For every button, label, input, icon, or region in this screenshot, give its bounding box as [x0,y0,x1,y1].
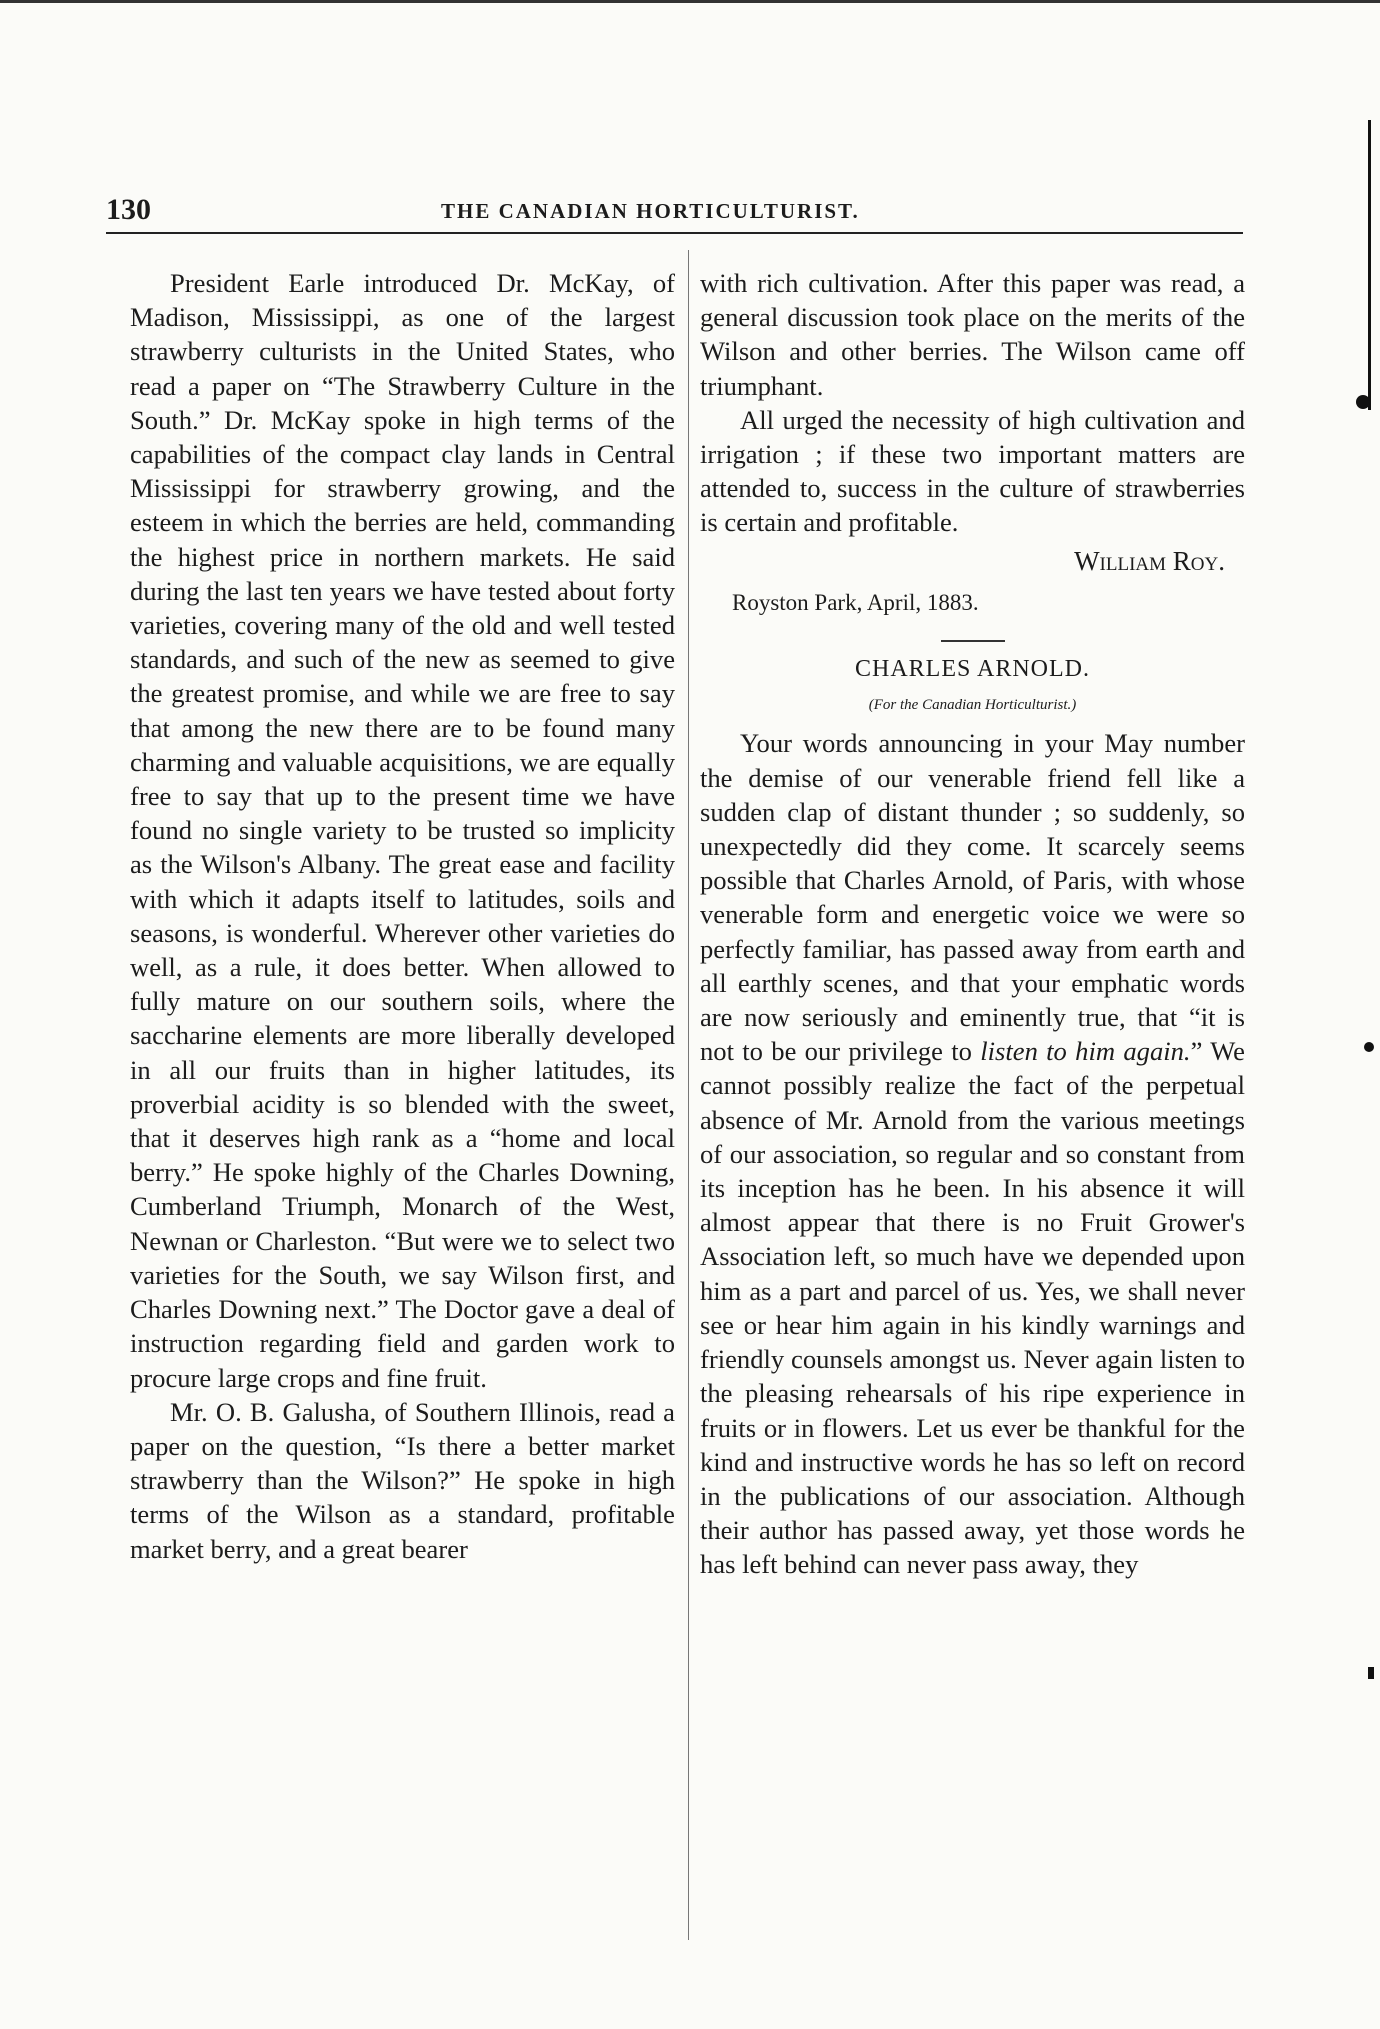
edge-speck [1368,1667,1374,1679]
article-body-part-1: Your words announcing in your May number the demise of our venerable friend fell like a sudden clap of distant thunder ; so suddenly, so unexpectedly did they come. It scarcely seems possible that Charles Arnold, of Paris, with whose venerable form and energetic voice we were so perfectly familiar, has passed away from earth and all earthly scenes, and that your emphatic words are now seriously and eminently true, that “it is not to be our privilege to [700,728,1245,1067]
column-divider [688,250,689,1940]
top-edge-rule [0,0,1380,3]
article-title: CHARLES ARNOLD. [854,656,1091,683]
article-body [700,726,1245,1581]
page-header [106,193,1243,233]
left-column [130,266,675,1566]
article-note: (For the Canadian Horticulturist.) [868,697,1077,714]
signature: William Roy. [1074,545,1225,576]
edge-speck [1356,395,1370,409]
section-separator [941,640,1005,642]
right-column [700,266,1245,1582]
left-paragraph-1: President Earle introduced Dr. McKay, of Madison, Mississippi, as one of the largest strawberry culturists in the United States, who read a paper on “The Strawberry Culture in the South.” Dr. McKay spoke in high terms of the capabilities of the compact clay lands in Central Mississippi for strawberry growing, and the esteem in which the berries are held, commanding the highest price in northern markets. He said during the last ten years we have tested about forty varieties, covering many of the old and well tested standards, and such of the new as seemed to give the greatest promise, and while we are free to say that among the new there are to be found many charming and valuable acquisitions, we are equally free to say that up to the present time we have found no single variety to be trusted so implicity as the Wilson's Albany. The great ease and facility with which it adapts itself to latitudes, soils and seasons, is wonderful. Wherever other varieties do well, as a rule, it does better. When allowed to fully mature on our southern soils, where the saccharine elements are more liberally developed in all our fruits than in higher latitudes, its proverbial acidity is so blended with the sweet, that it deserves high rank as a “home and local berry.” He spoke highly of the Charles Downing, Cumberland Triumph, Monarch of the West, Newnan or Charleston. “But were we to select two varieties for the South, we say Wilson first, and Charles Downing next.” The Doctor gave a deal of instruction regarding field and garden work to procure large crops and fine fruit. [130,268,675,1393]
right-paragraph-2: All urged the necessity of high cultivation and irrigation ; if these two important matters are attended to, success in the culture of strawberries is certain and profitable. [700,404,1245,538]
left-paragraph-2: Mr. O. B. Galusha, of Southern Illinois, read a paper on the question, “Is there a better market strawberry than the Wilson?” He spoke in high terms of the Wilson as a standard, profitable market berry, and a great bearer [130,1396,675,1564]
page-number: 130 [106,193,151,226]
dateline: Royston Park, April, 1883. [732,589,979,615]
binding-edge-mark [1368,120,1371,410]
right-continuation: with rich cultivation. After this paper was read, a general discussion took place on the merits of the Wilson and other berries. The Wilson came off triumphant. [700,268,1245,401]
edge-speck [1364,1042,1374,1052]
article-body-part-2: ” We cannot possibly realize the fact of the perpetual absence of Mr. Arnold from the various meetings of our association, so regular and so constant from its inception has he been. In his absence it will almost appear that there is no Fruit Grower's Association left, so much have we depended upon him as a part and parcel of us. Yes, we shall never see or hear him again in his kindly warnings and friendly counsels amongst us. Never again listen to the pleasing rehearsals of his ripe experience in fruits or in flowers. Let us ever be thankful for the kind and instructive words he has so left on record in the publications of our association. Although their author has passed away, yet those words he has left behind can never pass away, they [700,1036,1245,1580]
running-head: THE CANADIAN HORTICULTURIST. [441,199,860,223]
article-body-emphasis: listen to him again. [980,1036,1191,1067]
header-rule [106,232,1243,234]
